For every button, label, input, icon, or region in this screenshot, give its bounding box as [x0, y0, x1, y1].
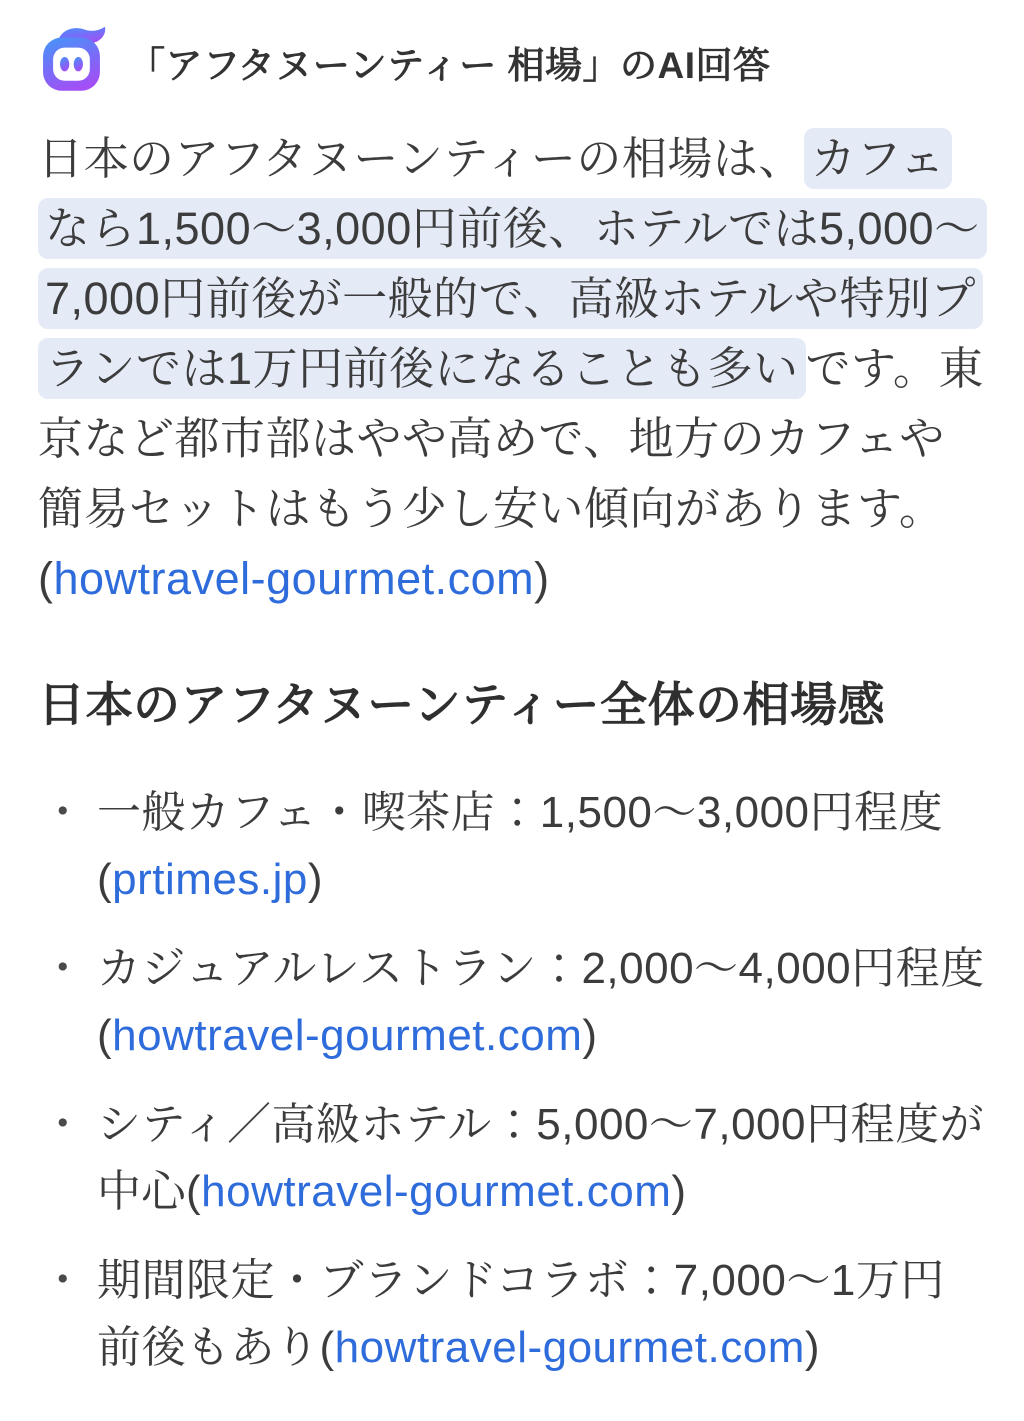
highlighted-answer-text: カフェなら1,500〜3,000円前後、ホテルでは5,000〜7,000円前後が一般的で、高級ホテルや特別プランでは1万円前後になることも多い: [38, 128, 987, 399]
paren-close: ): [534, 553, 550, 604]
list-item: [38, 779, 986, 913]
ai-assistant-robot-icon: [38, 26, 110, 98]
answer-header: [38, 26, 986, 98]
bullet-icon: ・: [40, 788, 86, 837]
answer-tail-text: です。東京など都市部はやや高めで、地方のカフェや簡易セットはもう少し安い傾向があります。: [38, 343, 984, 534]
paren-open: (: [38, 553, 54, 604]
paren-open: (: [186, 1167, 202, 1216]
source-link[interactable]: prtimes.jp: [112, 855, 308, 904]
bullet-icon: ・: [40, 1256, 86, 1305]
list-item: [38, 1247, 986, 1381]
section-heading: 日本のアフタヌーンティー全体の相場感: [38, 678, 886, 731]
list-item: [38, 1091, 986, 1225]
paren-close: ): [582, 1011, 598, 1060]
list-item-text: カジュアルレストラン：2,000〜4,000円程度: [97, 944, 985, 993]
bullet-icon: ・: [40, 1100, 86, 1149]
paren-close: ): [804, 1323, 821, 1372]
list-item-text: 期間限定・ブランドコラボ：7,000〜1万円前後もあり: [97, 1256, 945, 1372]
answer-title: 「アフタヌーンティー 相場」のAI回答: [128, 45, 771, 86]
paren-close: ): [307, 855, 324, 904]
bullet-icon: ・: [40, 944, 86, 993]
paren-open: (: [319, 1323, 335, 1372]
paren-open: (: [97, 855, 113, 904]
list-item-text: シティ／高級ホテル：5,000〜7,000円程度が中心: [97, 1100, 984, 1216]
list-item: [38, 935, 986, 1069]
source-link[interactable]: howtravel-gourmet.com: [201, 1167, 672, 1216]
source-link[interactable]: howtravel-gourmet.com: [53, 553, 535, 604]
answer-paragraph: [38, 124, 986, 614]
price-range-list: [38, 779, 986, 1381]
source-link[interactable]: howtravel-gourmet.com: [112, 1011, 583, 1060]
paren-open: (: [97, 1011, 113, 1060]
answer-lead-text: 日本のアフタヌーンティーの相場は、: [38, 133, 804, 184]
paren-close: ): [671, 1167, 687, 1216]
list-item-text: 一般カフェ・喫茶店：1,500〜3,000円程度: [97, 788, 944, 837]
source-link[interactable]: howtravel-gourmet.com: [334, 1323, 805, 1372]
